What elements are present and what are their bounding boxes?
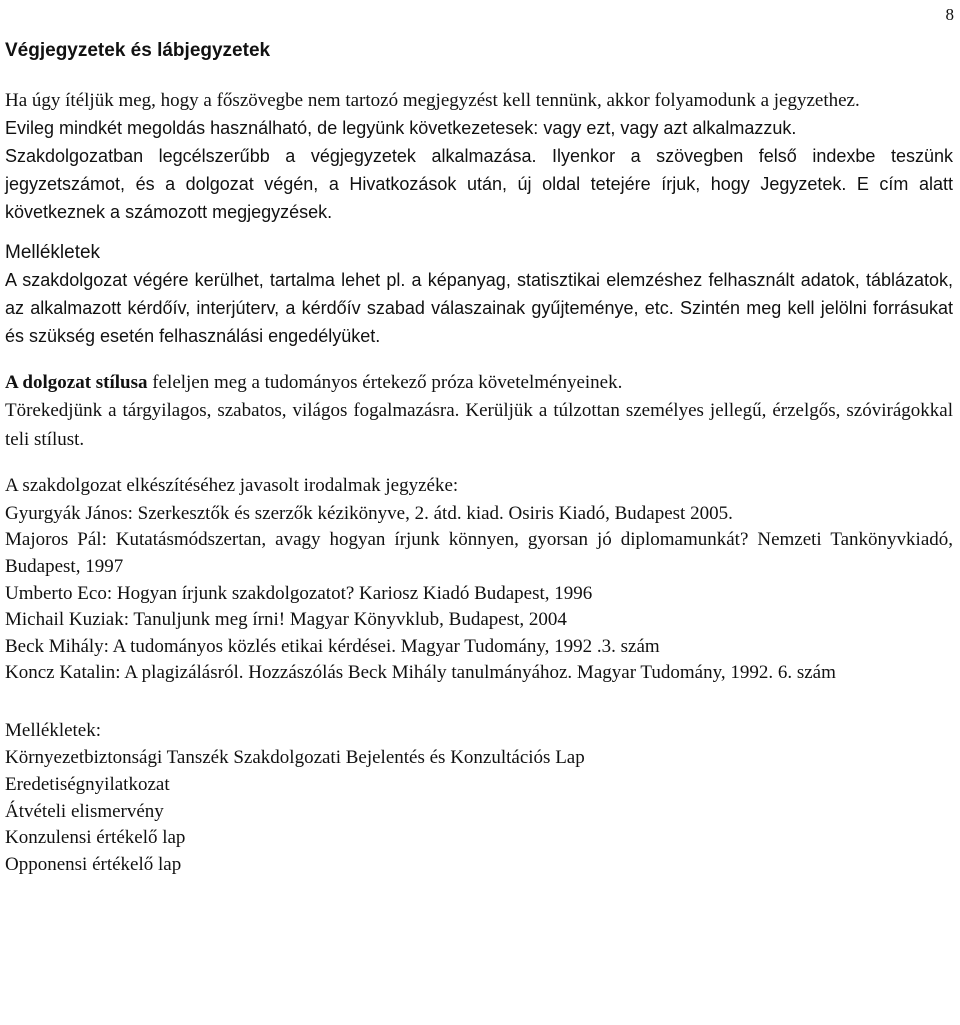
attachment-item: Opponensi értékelő lap	[5, 853, 182, 875]
section-title-appendices: Mellékletek	[5, 241, 101, 263]
attachment-item: Környezetbiztonsági Tanszék Szakdolgozati Bejelentés és Konzultációs Lap	[5, 747, 585, 769]
notes-paragraph-3: Szakdolgozatban legcélszerűbb a végjegyzetek alkalmazása. Ilyenkor a szövegben felső indexbe teszünk jegyzetszámot, és a dolgozat végén, a Hivatkozások után, új oldal tetejére írjuk, hogy Jegyzetek. E cím alatt következnek a számozott megjegyzések.	[5, 145, 953, 222]
appendices-paragraph: A szakdolgozat végére kerülhet, tartalma lehet pl. a képanyag, statisztikai elemzéshez felhasznált adatok, táblázatok, az alkalmazott kérdőív, interjúterv, a kérdőív szabad válaszainak gyűjteménye, etc. Szintén meg kell jelölni forrásukat és szükség esetén felhasználási engedélyüket.	[5, 270, 953, 346]
notes-section	[5, 87, 953, 227]
references-title: A szakdolgozat elkészítéséhez javasolt irodalmak jegyzéke:	[5, 475, 459, 497]
reference-item: Umberto Eco: Hogyan írjunk szakdolgozatot? Kariosz Kiadó Budapest, 1996	[5, 582, 593, 604]
style-bold-lead: A dolgozat stílusa	[5, 371, 148, 393]
style-paragraph-1-rest: feleljen meg a tudományos értekező próza követelményeinek.	[147, 371, 623, 393]
style-paragraph-1	[5, 369, 953, 398]
reference-item: Majoros Pál: Kutatásmódszertan, avagy hogyan írjunk könnyen, gyorsan jó diplomamunkát? Nemzeti Tankönyvkiadó, Budapest, 1997	[5, 529, 953, 578]
attachment-item: Konzulensi értékelő lap	[5, 827, 186, 849]
style-section	[5, 369, 953, 455]
notes-paragraph-2: Evileg mindkét megoldás használható, de legyünk következetesek: vagy ezt, vagy azt alkalmazzuk.	[5, 118, 797, 139]
reference-item: Michail Kuziak: Tanuljunk meg írni! Magyar Könyvklub, Budapest, 2004	[5, 609, 567, 631]
attachments-list	[5, 745, 953, 878]
reference-item: Koncz Katalin: A plagizálásról. Hozzászólás Beck Mihály tanulmányához. Magyar Tudomány, 1992. 6. szám	[5, 662, 836, 684]
reference-item: Gyurgyák János: Szerkesztők és szerzők kézikönyve, 2. átd. kiad. Osiris Kiadó, Budapest 2005.	[5, 502, 733, 524]
attachment-item: Eredetiségnyilatkozat	[5, 774, 170, 796]
section-title-notes: Végjegyzetek és lábjegyzetek	[5, 40, 271, 61]
attachment-item: Átvételi elismervény	[5, 800, 164, 822]
attachments-title: Mellékletek:	[5, 719, 102, 741]
page-number: 8	[945, 5, 954, 24]
document-page	[5, 0, 953, 878]
notes-paragraph-1: Ha úgy ítéljük meg, hogy a főszövegbe nem tartozó megjegyzést kell tennünk, akkor folyamodunk a jegyzethez.	[5, 89, 860, 111]
style-paragraph-2: Törekedjünk a tárgyilagos, szabatos, világos fogalmazásra. Kerüljük a túlzottan személyes jellegű, érzelgős, szóvirágokkal teli stílust.	[5, 400, 953, 450]
references-list	[5, 501, 953, 687]
reference-item: Beck Mihály: A tudományos közlés etikai kérdései. Magyar Tudomány, 1992 .3. szám	[5, 635, 660, 657]
